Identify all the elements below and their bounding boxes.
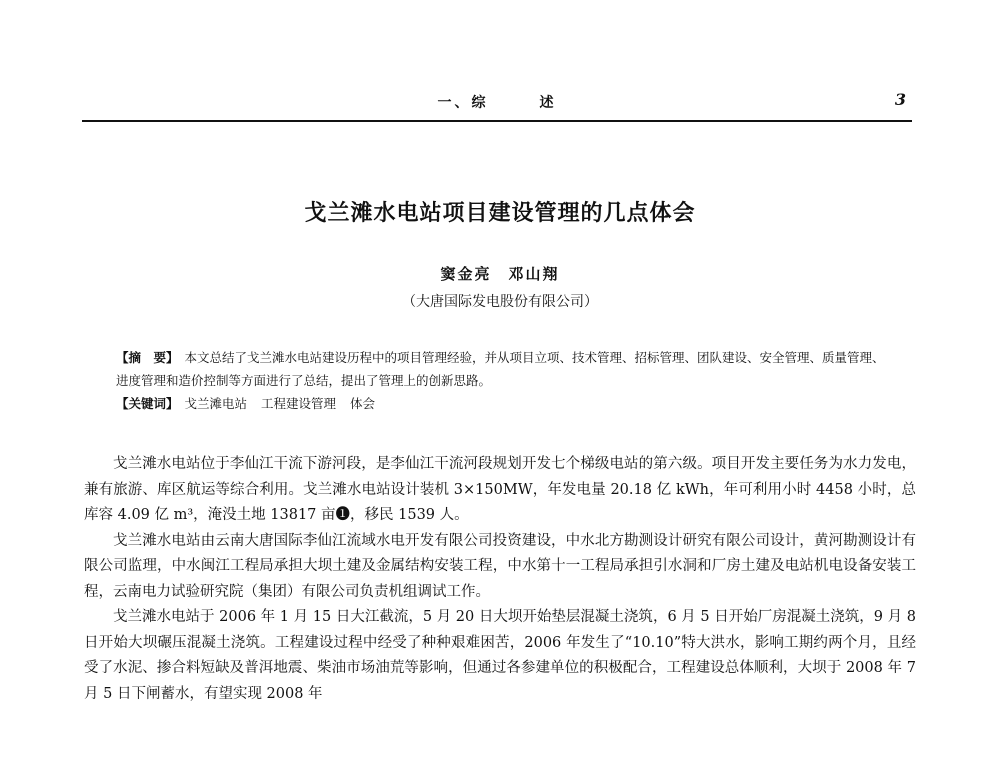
paragraph: 戈兰滩水电站位于李仙江干流下游河段，是李仙江干流河段规划开发七个梯级电站的第六级。项目开发主要任务为水力发电，兼有旅游、库区航运等综合利用。戈兰滩水电站设计装机 3×150MW，年发电量 20.18 亿 kWh，年可利用小时 4458 小时，总库容 4.09 亿 m³，淹没土地 13817 亩❶，移民 1539 人。: [84, 456, 916, 523]
affiliation: （大唐国际发电股份有限公司）: [402, 294, 598, 310]
paragraph: 戈兰滩水电站由云南大唐国际李仙江流域水电开发有限公司投资建设，中水北方勘测设计研究有限公司设计，黄河勘测设计有限公司监理，中水闽江工程局承担大坝土建及金属结构安装工程，中水第十一工程局承担引水洞和厂房土建及电站机电设备安装工程，云南电力试验研究院（集团）有限公司负责机组调试工作。: [84, 532, 916, 600]
paragraph: 戈兰滩水电站于 2006 年 1 月 15 日大江截流，5 月 20 日大坝开始垫层混凝土浇筑，6 月 5 日开始厂房混凝土浇筑，9 月 8 日开始大坝碾压混凝土浇筑。工程建设过程中经受了种种艰难困苦，2006 年发生了“10.10”特大洪水，影响工期约两个月，且经受了水泥、掺合料短缺及普洱地震、柴油市场油荒等影响，但通过各参建单位的积极配合，工程建设总体顺利，大坝于 2008 年 7 月 5 日下闸蓄水，有望实现 2008 年: [84, 609, 916, 702]
keyword: 工程建设管理: [261, 396, 337, 411]
abstract: [116, 346, 894, 392]
article-title: 戈兰滩水电站项目建设管理的几点体会: [304, 201, 696, 226]
authors: 窦金亮 邓山翔: [440, 265, 560, 283]
abstract-label: 【摘 要】: [116, 350, 179, 365]
abstract-block: [116, 346, 894, 415]
running-header: [82, 88, 912, 122]
section-label: 一、综 述: [437, 95, 557, 111]
keywords: [116, 392, 894, 415]
keyword: 体会: [350, 396, 376, 411]
page-number: 3: [894, 90, 906, 109]
abstract-text: 本文总结了戈兰滩水电站建设历程中的项目管理经验，并从项目立项、技术管理、招标管理、团队建设、安全管理、质量管理、进度管理和造价控制等方面进行了总结，提出了管理上的创新思路。: [116, 350, 885, 388]
keyword: 戈兰滩电站: [184, 396, 248, 411]
keywords-label: 【关键词】: [116, 396, 179, 411]
body-text: [84, 452, 916, 707]
